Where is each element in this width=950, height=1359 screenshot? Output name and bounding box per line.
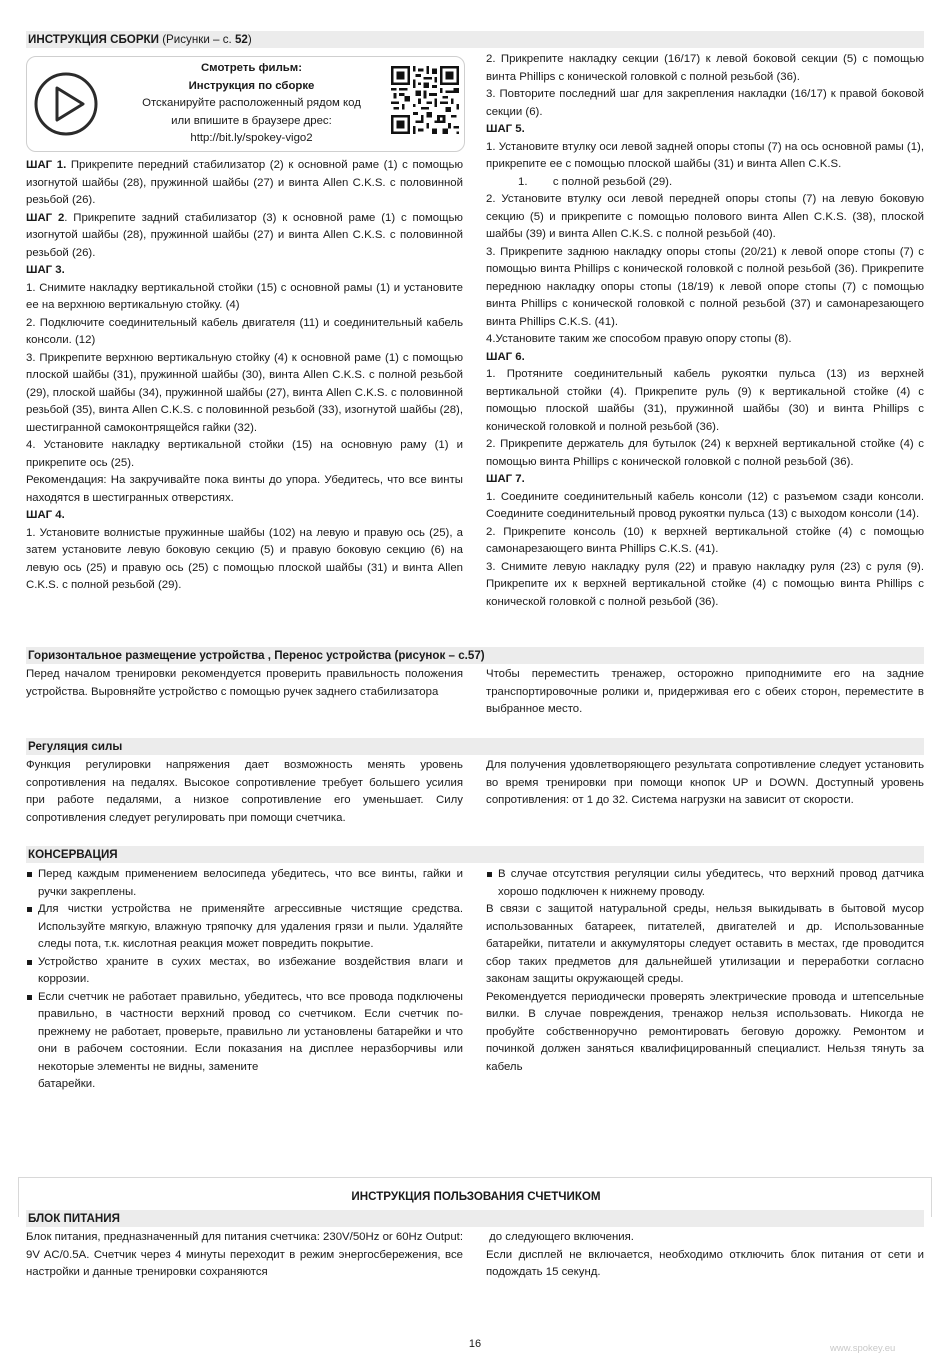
step-paragraph: 3. Прикрепите верхнюю вертикальную стойку (4) к основной раме (1) с помощью плоской шайбы (31), пружинной шайбы (30), винта Allen C.K.S. с полной резьбой (29), плоской шайбы (34), пружинной шайбы (27), винта Allen C.K.S. с половинной резьбой (35), винта Allen C.K.S. с половинной резьбой (33), изогнутой шайбы (28), шестигранной самоконтрящейся гайки (32). bbox=[26, 351, 463, 434]
assembly-left-column bbox=[26, 157, 463, 595]
video-browser-hint: или впишите в браузере дрес: bbox=[171, 114, 332, 127]
video-card[interactable] bbox=[26, 56, 465, 152]
step-paragraph: 3. Снимите левую накладку руля (22) и правую накладку руля (23) с руля (9). Прикрепите их к верхней вертикальной стойке (4) с помощью винта Phillips с конической головкой с полной резьбой (36). bbox=[486, 560, 924, 608]
maintenance-bullet: Если счетчик не работает правильно, убедитесь, что все провода подключены правильно, в частности верхний провод со счетчиком. Если счетчик по-прежнему не работает, проверьте, правильно ли установлены батарейки и что они в рабочем состоянии. Если показания на дисплее неразборчивы или некоторые элементы не видны, замените bbox=[26, 989, 463, 1077]
power-supply-right-text: до следующего включения. Если дисплей не включается, необходимо отключить блок питания от сети и подождать 15 секунд. bbox=[486, 1231, 924, 1278]
recommendation-note: Рекомендация: На закручивайте пока винты до упора. Убедитесь, что все винты находятся в шестигранных отверстиях. bbox=[26, 474, 463, 504]
play-icon[interactable] bbox=[33, 71, 99, 137]
step-heading: ШАГ 3. bbox=[26, 264, 65, 276]
environment-paragraph: В связи с защитой натуральной среды, нельзя выкидывать в бытовой мусор использованных батареек, питателей, двигателей и др. Использованные батарейки, питатели и аккумуляторы следует оставить в местах, где проводится сбор таких предметов для дальнейшей утилизации и переработки согласно законам защиты окружающей среды. bbox=[486, 903, 924, 985]
assembly-section-title: ИНСТРУКЦИЯ СБОРКИ (Рисунки – с. 52) bbox=[26, 31, 924, 48]
step-paragraph: 1. Установите волнистые пружинные шайбы (102) на левую и правую ось (25), а затем установите левую боковую секцию (5) и правую боковую секцию (6) на левую ось (25) и правую ось (25) с помощью плоской шайбы (31) и винта Allen C.K.S. с полной резьбой (29). bbox=[26, 526, 463, 591]
video-card-text bbox=[119, 60, 384, 148]
transport-section-title: Горизонтальное размещение устройства , Перенос устройства (рисунок – с.57) bbox=[26, 647, 924, 664]
maintenance-bullet: Перед каждым применением велосипеда убедитесь, что все винты, гайки и ручки закреплены. bbox=[26, 866, 463, 901]
meter-panel-title: ИНСТРУКЦИЯ ПОЛЬЗОВАНИЯ СЧЕТЧИКОМ bbox=[351, 1190, 601, 1203]
step-paragraph: ШАГ 1. Прикрепите передний стабилизатор (2) к основной раме (1) с помощью изогнутой шайбы (28), пружинной шайбы (27) и винта Allen C.K.S. с половинной резьбой (26). bbox=[26, 159, 463, 206]
transport-right-text: Чтобы переместить тренажер, осторожно приподнимите его на задние транспортировочные ролики и, придерживая его с обеих сторон, переместите в выбранное место. bbox=[486, 668, 924, 715]
step-paragraph: 1. Снимите накладку вертикальной стойки (15) с основной рамы (1) и установите ее на верхнюю вертикальную стойку. (4) bbox=[26, 281, 463, 311]
step-heading: ШАГ 7. bbox=[486, 473, 525, 485]
qr-code-icon[interactable] bbox=[391, 66, 459, 134]
step-paragraph: 3. Повторите последний шаг для закрепления накладки (16/17) к правой боковой секции (6). bbox=[486, 88, 924, 118]
assembly-right-column bbox=[486, 51, 924, 611]
step-paragraph: ШАГ 2. Прикрепите задний стабилизатор (3) к основной раме (1) с помощью изогнутой шайбы (28), пружинной шайбы (27) и винта Allen C.K.S. с половинной резьбой (26). bbox=[26, 211, 463, 259]
step-paragraph: 1. Соедините соединительный кабель консоли (12) с разъемом сзади консоли. Соедините соединительный провод рукоятки пульса (13) с выходом консоли (14). bbox=[486, 490, 924, 520]
maintenance-section-title: КОНСЕРВАЦИЯ bbox=[26, 846, 924, 863]
resistance-left-text: Функция регулировки напряжения дает возможность менять уровень сопротивления на педалях. Высокое сопротивление требует большего усилия при работе педалями, а низкое сопротивление его уменьшает. Силу сопротивления следует регулировать при помощи счетчика. bbox=[26, 759, 463, 824]
step-paragraph: 2. Прикрепите держатель для бутылок (24) к верхней вертикальной стойке (4) с помощью винта Phillips с конической головкой с полной резьбой (36). bbox=[486, 438, 924, 468]
maintenance-bullet: Устройство храните в сухих местах, во избежание воздействия влаги и коррозии. bbox=[26, 954, 463, 989]
maintenance-bullet: В случае отсутствия регуляции силы убедитесь, что верхний провод датчика хорошо подключен к нижнему проводу. bbox=[486, 866, 924, 901]
video-url-link[interactable]: http://bit.ly/spokey-vigo2 bbox=[190, 132, 313, 144]
step-paragraph: 2. Установите втулку оси левой передней опоры стопы (7) на левую боковую секцию (5) и прикрепите с помощью полового винта Allen C.K.S. (38), плоской шайбы (39) и винта Allen C.K.S. с полной резьбой (40). bbox=[486, 193, 924, 240]
safety-paragraph: Рекомендуется периодически проверять электрические провода и штепсельные вилки. В случае повреждения, тренажор нельзя использовать. Никогда не пробуйте собственноручно ремонтировать беговую дорожку. Ремонтом и починкой должен заняться квалифицированный специалист. Нельзя тянуть за кабель bbox=[486, 990, 924, 1073]
step-paragraph: 4.Установите таким же способом правую опору стопы (8). bbox=[486, 333, 792, 345]
site-watermark: www.spokey.eu bbox=[830, 1343, 896, 1354]
maintenance-bullet-tail: батарейки. bbox=[38, 1078, 96, 1090]
step-heading: ШАГ 4. bbox=[26, 509, 65, 521]
step-paragraph: 2. Прикрепите консоль (10) к верхней вертикальной стойке (4) с помощью самонарезающего винта Phillips C.K.S. (41). bbox=[486, 525, 924, 555]
maintenance-bullet: Для чистки устройства не применяйте агрессивные чистящие средства. Используйте мягкую, влажную тряпочку для удаления грязи и пыли. Удаляйте следы пота, т.к. кислотная реакция может повредить покрытие. bbox=[26, 901, 463, 954]
step-paragraph: 2. Прикрепите накладку секции (16/17) к левой боковой секции (5) с помощью винта Phillips с конической головкой с полной резьбой (36). bbox=[486, 53, 924, 83]
video-scan-hint: Отсканируйте расположенный рядом код bbox=[142, 97, 361, 109]
video-subtitle: Инструкция по сборке bbox=[188, 79, 315, 92]
step-paragraph: 4. Установите накладку вертикальной стойки (15) на основную раму (1) и прикрепите ось (25). bbox=[26, 439, 463, 469]
step-paragraph: 1. Протяните соединительный кабель рукоятки пульса (13) из верхней вертикальной стойки (4). Прикрепите руль (9) к вертикальной стойке (4) с помощью плоской шайбы (31), пружинной шайбы (30) и винта Phillips с конической головкой и полной резьбой (36). bbox=[486, 368, 924, 433]
step-paragraph: 2. Подключите соединительный кабель двигателя (11) и соединительный кабель консоли. (12) bbox=[26, 316, 463, 346]
step-heading: ШАГ 5. bbox=[486, 123, 525, 135]
page-number: 16 bbox=[468, 1338, 482, 1350]
resistance-section-title: Регуляция силы bbox=[26, 738, 924, 755]
resistance-right-text: Для получения удовлетворяющего результата сопротивление следует установить во время тренировки при помощи кнопок UP и DOWN. Доступный уровень сопротивления: от 1 до 32. Система нагрузки на зависит от скорости. bbox=[486, 759, 924, 806]
maintenance-right-column bbox=[486, 866, 924, 1076]
power-supply-section-title: БЛОК ПИТАНИЯ bbox=[26, 1210, 924, 1227]
power-supply-left-text: Блок питания, предназначенный для питания счетчика: 230V/50Hz or 60Hz Output: 9V AC/0.5A. Счетчик через 4 минуты переходит в режим энергосбережения, все настройки и данные тренировки сохраняются bbox=[26, 1231, 463, 1278]
step-paragraph: 3. Прикрепите заднюю накладку опоры стопы (20/21) к левой опоре стопы (7) с помощью винта Phillips с конической головкой с полной резьбой (36). Прикрепите переднюю накладку опоры стопы (18/19) к левой опоре стопы (7) с помощью винта Phillips с конической головкой с полной резьбой (37) и самонарезающего винта Phillips C.K.S. (41). bbox=[486, 245, 924, 328]
step-paragraph: 1. Установите втулку оси левой задней опоры стопы (7) на ось основной рамы (1), прикрепите ее с помощью плоской шайбы (31) и винта Allen C.K.S. bbox=[486, 140, 924, 170]
step-heading: ШАГ 6. bbox=[486, 350, 525, 363]
maintenance-left-column bbox=[26, 866, 463, 1094]
step-paragraph: 1. с полной резьбой (29). bbox=[518, 175, 673, 188]
transport-left-text: Перед началом тренировки рекомендуется проверить правильность положения устройства. Выровняйте устройство с помощью ручек заднего стабилизатора bbox=[26, 668, 463, 698]
video-title: Смотреть фильм: bbox=[200, 62, 303, 74]
